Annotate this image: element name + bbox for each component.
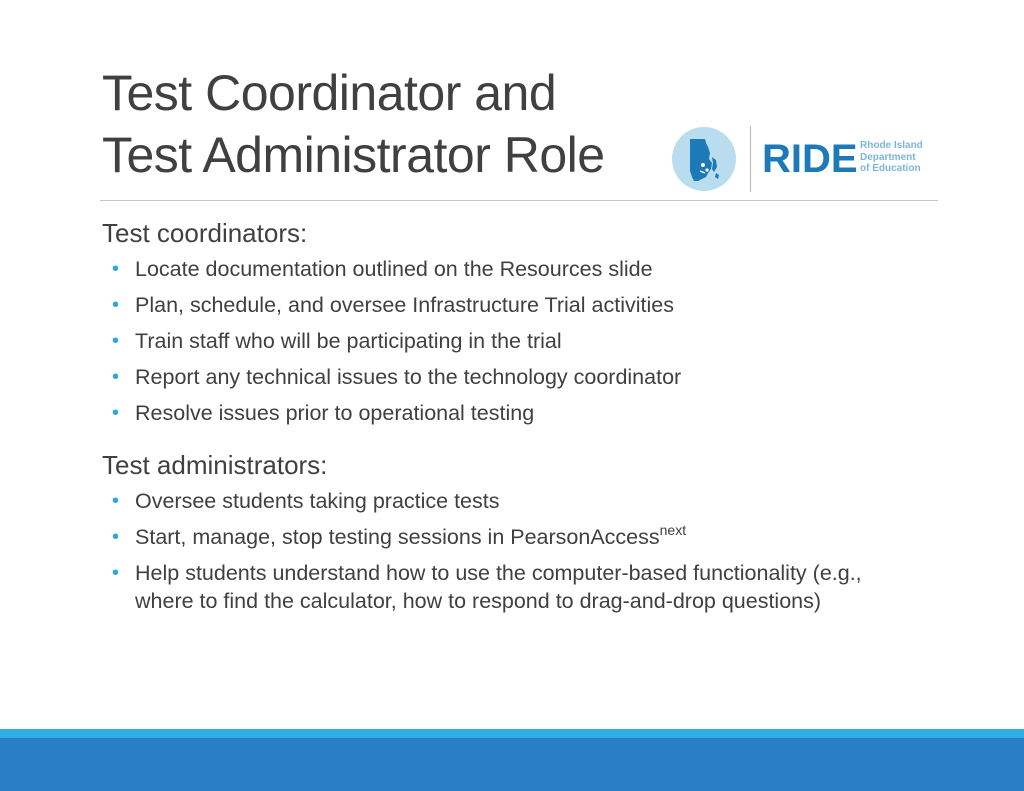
- logo-divider: [750, 126, 751, 192]
- slide-title: [102, 62, 605, 186]
- list-item: • Resolve issues prior to operational testing: [112, 401, 535, 425]
- ride-logo: [672, 124, 932, 194]
- list-item: • Train staff who will be participating in the trial: [112, 329, 562, 353]
- rhode-island-map-icon: [672, 127, 736, 191]
- list-item: • Report any technical issues to the technology coordinator: [112, 365, 682, 389]
- slide-title-line-1: Test Coordinator and: [102, 65, 557, 121]
- bullet-icon: •: [112, 402, 120, 424]
- bullet-icon: •: [112, 526, 120, 548]
- superscript-next: next: [659, 522, 687, 538]
- bullet-icon: •: [112, 294, 120, 316]
- list-item: • Help students understand how to use the computer-based functionality (e.g., where to find the calculator, how to respond to drag-and-drop questions): [112, 561, 862, 613]
- footer-bar: [0, 729, 1024, 791]
- bullet-icon: •: [112, 330, 120, 352]
- logo-subtitle-line-1: Rhode Island: [860, 140, 923, 151]
- bullet-icon: •: [112, 490, 120, 512]
- logo-wordmark: RIDE: [762, 137, 858, 181]
- section-heading-test-administrators: Test administrators:: [102, 450, 328, 480]
- rhode-island-state-icon: [672, 127, 736, 191]
- list-item: • Start, manage, stop testing sessions in PearsonAccess$^{next}$: [112, 522, 687, 549]
- slide-title-line-2: Test Administrator Role: [102, 127, 605, 183]
- section-heading-test-coordinators: Test coordinators:: [102, 218, 308, 248]
- logo-subtitle: [860, 140, 923, 175]
- list-item: • Oversee students taking practice tests: [112, 489, 500, 513]
- logo-subtitle-line-2: Department: [860, 151, 916, 163]
- bullet-icon: •: [112, 366, 120, 388]
- bullet-icon: •: [112, 562, 120, 584]
- title-divider: [100, 200, 938, 201]
- bullet-icon: •: [112, 258, 120, 280]
- list-item: • Plan, schedule, and oversee Infrastructure Trial activities: [112, 293, 674, 317]
- test-coordinators-list: [112, 255, 912, 435]
- list-item: • Locate documentation outlined on the Resources slide: [112, 257, 653, 281]
- footer-band: [0, 738, 1024, 791]
- test-administrators-list: [112, 487, 912, 623]
- footer-accent-stripe: [0, 729, 1024, 738]
- logo-subtitle-line-3: of Education: [860, 163, 921, 174]
